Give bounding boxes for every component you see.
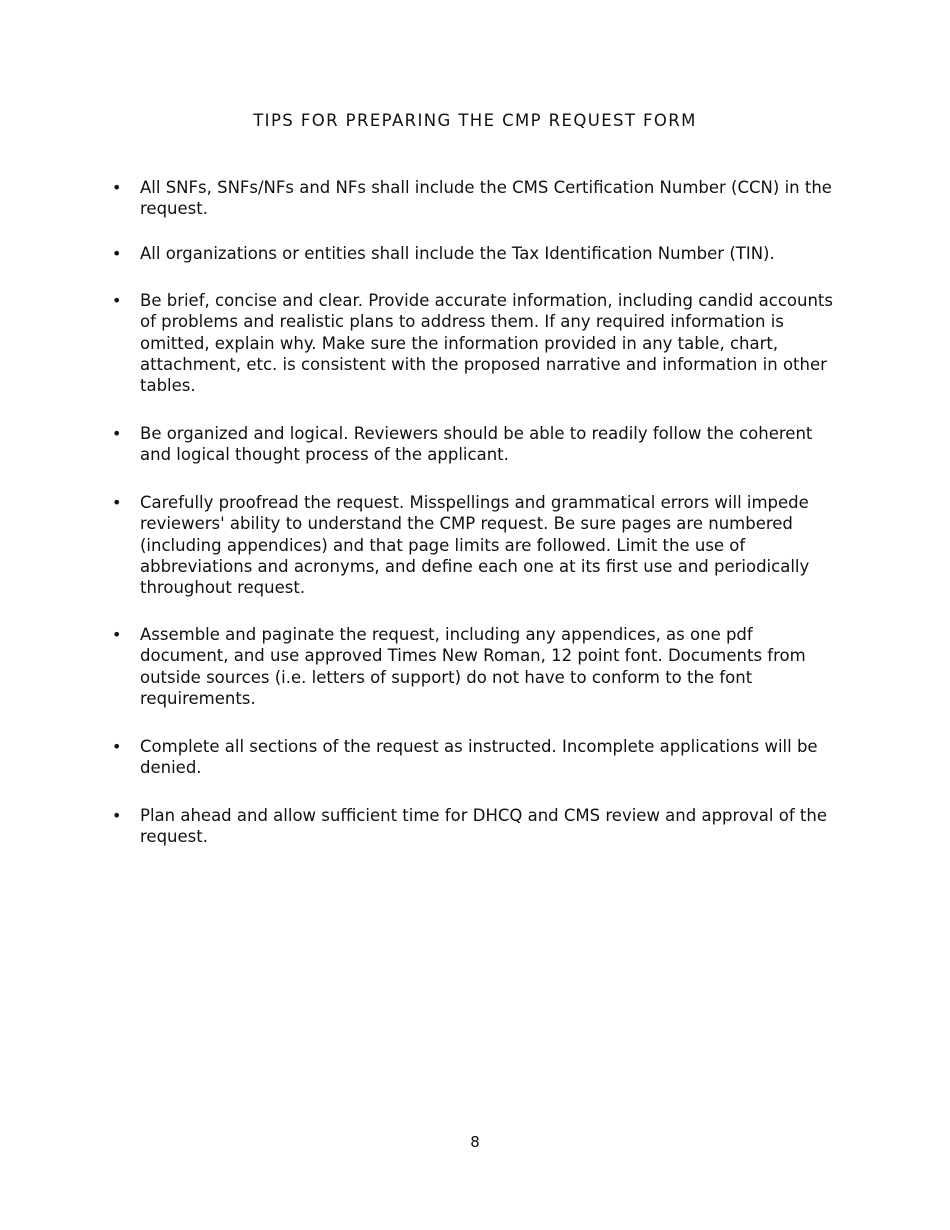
list-item bbox=[112, 492, 840, 598]
list-item bbox=[112, 243, 840, 264]
bullet-icon: • bbox=[112, 625, 122, 644]
list-item bbox=[112, 290, 840, 396]
page-title: TIPS FOR PREPARING THE CMP REQUEST FORM bbox=[253, 111, 697, 130]
bullet-icon: • bbox=[112, 493, 122, 512]
bullet-icon: • bbox=[112, 244, 122, 263]
list-item bbox=[112, 624, 840, 709]
tip-text: All SNFs, SNFs/NFs and NFs shall include the CMS Certification Number (CCN) in the request. bbox=[140, 178, 832, 219]
bullet-icon: • bbox=[112, 178, 122, 197]
tip-text: All organizations or entities shall include the Tax Identification Number (TIN). bbox=[140, 244, 775, 263]
bullet-icon: • bbox=[112, 737, 122, 756]
bullet-icon: • bbox=[112, 291, 122, 310]
tip-text: Carefully proofread the request. Misspellings and grammatical errors will impede reviewers' ability to understand the CMP request. Be sure pages are numbered (including appendices) and that page limits are followed. Limit the use of abbreviations and acronyms, and define each one at its first use and periodically throughout request. bbox=[140, 493, 810, 598]
tip-text: Plan ahead and allow sufficient time for DHCQ and CMS review and approval of the request. bbox=[140, 806, 827, 847]
page-number: 8 bbox=[470, 1133, 480, 1151]
bullet-icon: • bbox=[112, 806, 122, 825]
tip-text: Be organized and logical. Reviewers should be able to readily follow the coherent and logical thought process of the applicant. bbox=[140, 424, 813, 465]
tip-text: Assemble and paginate the request, including any appendices, as one pdf document, and use approved Times New Roman, 12 point font. Documents from outside sources (i.e. letters of support) do not have to conform to the font requirements. bbox=[140, 625, 806, 708]
list-item bbox=[112, 423, 840, 466]
list-item bbox=[112, 736, 840, 779]
tip-text: Complete all sections of the request as instructed. Incomplete applications will be denied. bbox=[140, 737, 818, 778]
tip-text: Be brief, concise and clear. Provide accurate information, including candid accounts of problems and realistic plans to address them. If any required information is omitted, explain why. Make sure the information provided in any table, chart, attachment, etc. is consistent with the proposed narrative and information in other tables. bbox=[140, 291, 833, 396]
bullet-icon: • bbox=[112, 424, 122, 443]
list-item bbox=[112, 805, 840, 848]
list-item bbox=[112, 177, 840, 220]
